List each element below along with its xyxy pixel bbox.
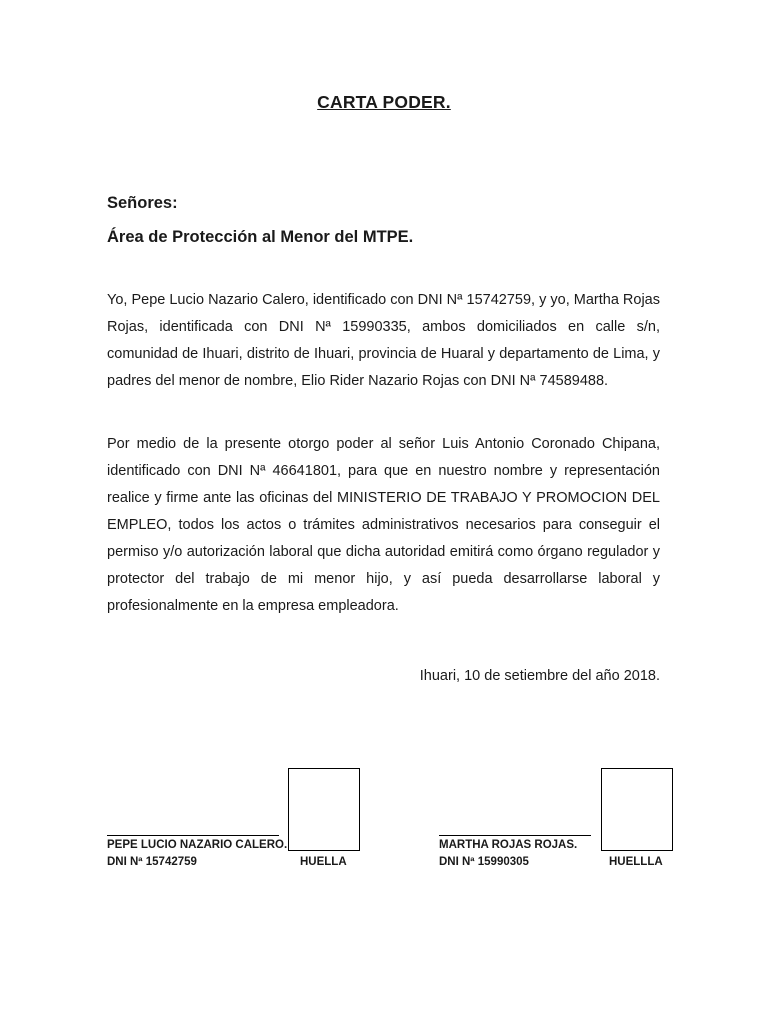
fingerprint-label-right: HUELLLA bbox=[609, 856, 663, 868]
signature-line-right bbox=[439, 835, 591, 836]
fingerprint-box-right bbox=[601, 768, 673, 851]
signature-line-left bbox=[107, 835, 279, 836]
fingerprint-label-left: HUELLA bbox=[300, 856, 347, 868]
signer-name-right: MARTHA ROJAS ROJAS. bbox=[439, 839, 578, 851]
signer-dni-left: DNI Nª 15742759 bbox=[107, 856, 197, 868]
recipient: Área de Protección al Menor del MTPE. bbox=[107, 228, 414, 246]
paragraph-authorization: Por medio de la presente otorgo poder al señor Luis Antonio Coronado Chipana, identificado con DNI Nª 46641801, para que en nuestro nombre y representación realice y firme ante las oficinas del MINISTERIO DE TRABAJO Y PROMOCION DEL EMPLEO, todos los actos o trámites administrativos necesarios para conseguir el permiso y/o autorización laboral que dicha autoridad emitirá como órgano regulador y protector del trabajo de mi menor hijo, y así pueda desarrollarse laboral y profesionalmente en la empresa empleadora. bbox=[107, 436, 660, 614]
date-line: Ihuari, 10 de setiembre del año 2018. bbox=[419, 668, 660, 684]
document-title: CARTA PODER. bbox=[317, 92, 451, 112]
fingerprint-box-left bbox=[288, 768, 360, 851]
signer-dni-right: DNI Nª 15990305 bbox=[439, 856, 529, 868]
paragraph-declaration: Yo, Pepe Lucio Nazario Calero, identificado con DNI Nª 15742759, y yo, Martha Rojas Rojas, identificada con DNI Nª 15990335, ambos domiciliados en calle s/n, comunidad de Ihuari, distrito de Ihuari, provincia de Huaral y departamento de Lima, y padres del menor de nombre, Elio Rider Nazario Rojas con DNI Nª 74589488. bbox=[107, 292, 660, 389]
greeting: Señores: bbox=[107, 194, 178, 212]
signer-name-left: PEPE LUCIO NAZARIO CALERO. bbox=[107, 839, 288, 851]
